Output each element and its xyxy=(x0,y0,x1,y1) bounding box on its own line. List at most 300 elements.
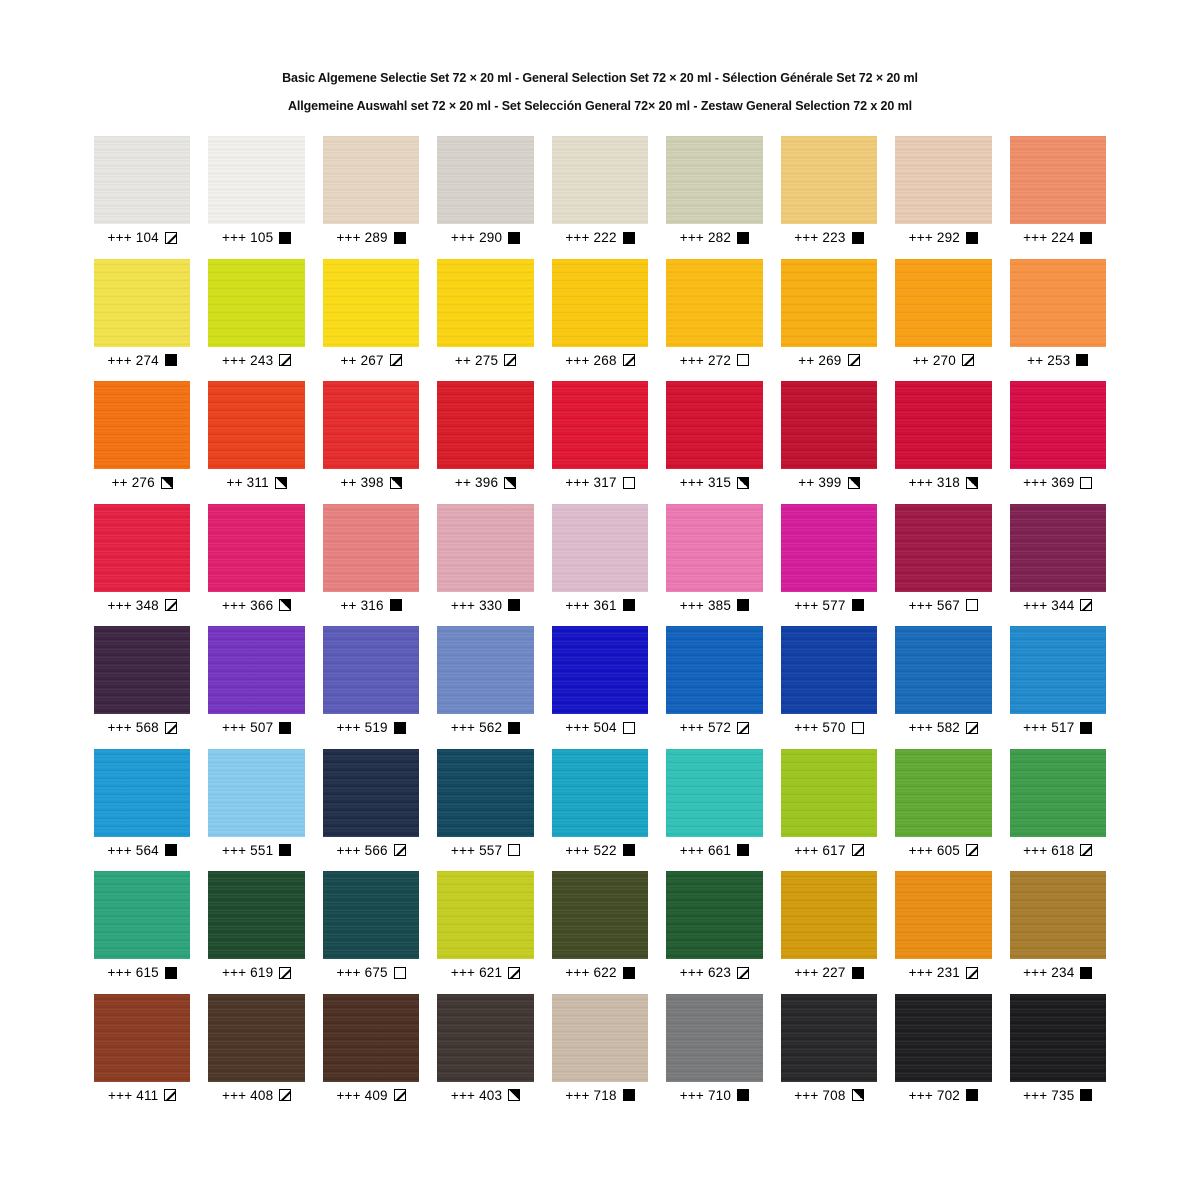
opacity-full-icon xyxy=(508,232,520,244)
color-swatch[interactable] xyxy=(323,504,419,592)
color-swatch[interactable] xyxy=(94,626,190,714)
swatch-code: +++ 702 xyxy=(908,1087,960,1103)
opacity-full-icon xyxy=(1076,354,1088,366)
swatch-cell[interactable] xyxy=(94,381,190,490)
opacity-half-icon xyxy=(966,477,978,489)
swatch-cell[interactable] xyxy=(552,749,648,858)
swatch-cell[interactable] xyxy=(1010,504,1106,613)
swatch-caption xyxy=(437,476,533,490)
color-swatch[interactable] xyxy=(323,136,419,224)
opacity-diag-icon xyxy=(390,354,402,366)
opacity-diag-icon xyxy=(966,722,978,734)
swatch-cell[interactable] xyxy=(437,504,533,613)
swatch-cell[interactable] xyxy=(552,381,648,490)
color-swatch[interactable] xyxy=(208,136,304,224)
swatch-code: +++ 289 xyxy=(336,230,388,245)
color-swatch[interactable] xyxy=(552,749,648,837)
swatch-cell[interactable] xyxy=(94,626,190,735)
swatch-code: +++ 562 xyxy=(450,720,503,735)
opacity-full-icon xyxy=(623,967,635,979)
swatch-cell[interactable] xyxy=(666,994,762,1103)
swatch-caption xyxy=(94,844,190,858)
swatch-cell[interactable] xyxy=(666,136,762,245)
opacity-full-icon xyxy=(1080,232,1092,244)
swatch-caption xyxy=(666,354,762,368)
opacity-full-icon xyxy=(623,599,635,611)
swatch-cell[interactable] xyxy=(1010,626,1106,735)
color-swatch[interactable] xyxy=(1010,626,1106,714)
swatch-code: +++ 504 xyxy=(565,720,617,735)
opacity-diag-icon xyxy=(279,1089,291,1101)
swatch-cell[interactable] xyxy=(552,994,648,1103)
swatch-caption xyxy=(323,231,419,245)
color-swatch[interactable] xyxy=(666,136,762,224)
color-swatch[interactable] xyxy=(552,504,648,592)
opacity-full-icon xyxy=(279,232,291,244)
swatch-code: +++ 615 xyxy=(107,965,159,980)
color-swatch[interactable] xyxy=(895,871,991,959)
swatch-cell[interactable] xyxy=(437,749,533,858)
swatch-code: +++ 619 xyxy=(221,965,274,980)
swatch-caption xyxy=(94,1089,190,1103)
opacity-empty-icon xyxy=(966,599,978,611)
color-swatch[interactable] xyxy=(1010,136,1106,224)
swatch-caption xyxy=(1010,966,1106,980)
color-swatch[interactable] xyxy=(1010,871,1106,959)
opacity-half-icon xyxy=(508,1089,520,1101)
color-swatch[interactable] xyxy=(437,381,533,469)
swatch-caption xyxy=(895,1089,991,1103)
opacity-full-icon xyxy=(852,967,864,979)
opacity-diag-icon xyxy=(279,354,291,366)
color-swatch[interactable] xyxy=(781,504,877,592)
color-swatch[interactable] xyxy=(895,381,991,469)
opacity-empty-icon xyxy=(623,477,635,489)
color-swatch[interactable] xyxy=(208,381,304,469)
opacity-diag-icon xyxy=(394,1089,406,1101)
swatch-cell[interactable] xyxy=(323,626,419,735)
swatch-cell[interactable] xyxy=(781,381,877,490)
swatch-code: +++ 315 xyxy=(679,475,732,490)
swatch-cell[interactable] xyxy=(666,749,762,858)
swatch-cell[interactable] xyxy=(208,994,304,1103)
swatch-code: +++ 243 xyxy=(221,352,274,368)
color-swatch[interactable] xyxy=(666,259,762,347)
color-swatch[interactable] xyxy=(666,994,762,1082)
color-swatch[interactable] xyxy=(208,994,304,1082)
swatch-code: +++ 411 xyxy=(108,1087,159,1103)
swatch-code: ++ 276 xyxy=(111,475,155,490)
swatch-caption xyxy=(666,476,762,490)
swatch-cell[interactable] xyxy=(666,504,762,613)
swatch-code: +++ 551 xyxy=(221,842,274,858)
color-swatch[interactable] xyxy=(781,749,877,837)
opacity-empty-icon xyxy=(852,722,864,734)
swatch-cell[interactable] xyxy=(323,504,419,613)
color-swatch[interactable] xyxy=(437,749,533,837)
swatch-code: +++ 231 xyxy=(908,965,960,980)
swatch-cell[interactable] xyxy=(323,259,419,368)
swatch-cell[interactable] xyxy=(895,136,991,245)
color-swatch[interactable] xyxy=(552,994,648,1082)
opacity-full-icon xyxy=(390,599,402,611)
opacity-diag-icon xyxy=(737,722,749,734)
swatch-code: ++ 316 xyxy=(340,597,384,613)
color-swatch[interactable] xyxy=(895,136,991,224)
swatch-code: ++ 399 xyxy=(798,475,842,490)
swatch-cell[interactable] xyxy=(666,381,762,490)
swatch-code: +++ 290 xyxy=(450,230,503,245)
color-swatch[interactable] xyxy=(94,504,190,592)
opacity-full-icon xyxy=(1080,1089,1092,1101)
swatch-cell[interactable] xyxy=(552,504,648,613)
swatch-code: ++ 398 xyxy=(340,475,384,490)
swatch-caption xyxy=(895,354,991,368)
swatch-code: +++ 344 xyxy=(1023,597,1075,613)
swatch-cell[interactable] xyxy=(94,994,190,1103)
swatch-grid xyxy=(94,136,1106,1102)
color-swatch[interactable] xyxy=(94,381,190,469)
color-swatch[interactable] xyxy=(781,994,877,1082)
swatch-caption xyxy=(1010,844,1106,858)
swatch-caption xyxy=(552,721,648,735)
swatch-cell[interactable] xyxy=(552,626,648,735)
swatch-cell[interactable] xyxy=(781,136,877,245)
opacity-full-icon xyxy=(623,1089,635,1101)
color-swatch[interactable] xyxy=(552,626,648,714)
color-swatch[interactable] xyxy=(666,381,762,469)
color-swatch[interactable] xyxy=(437,871,533,959)
swatch-cell[interactable] xyxy=(895,381,991,490)
title-line-2: Allgemeine Auswahl set 72 × 20 ml - Set Selección General 72× 20 ml - Zestaw General Selection 72 x 20 ml xyxy=(287,98,913,113)
swatch-code: +++ 409 xyxy=(336,1087,388,1103)
color-swatch[interactable] xyxy=(208,749,304,837)
swatch-code: ++ 311 xyxy=(226,475,269,490)
color-swatch[interactable] xyxy=(552,136,648,224)
swatch-code: +++ 567 xyxy=(908,597,960,613)
color-swatch[interactable] xyxy=(208,871,304,959)
color-swatch[interactable] xyxy=(1010,381,1106,469)
color-swatch[interactable] xyxy=(781,626,877,714)
swatch-code: +++ 361 xyxy=(565,597,617,613)
opacity-diag-icon xyxy=(737,967,749,979)
swatch-code: +++ 385 xyxy=(679,597,732,613)
opacity-half-icon xyxy=(161,477,173,489)
swatch-caption xyxy=(666,231,762,245)
opacity-diag-icon xyxy=(966,844,978,856)
color-swatch[interactable] xyxy=(666,871,762,959)
swatch-cell[interactable] xyxy=(437,259,533,368)
swatch-caption xyxy=(895,966,991,980)
swatch-code: +++ 348 xyxy=(107,597,159,613)
opacity-full-icon xyxy=(1080,967,1092,979)
opacity-diag-icon xyxy=(1080,599,1092,611)
swatch-caption xyxy=(208,476,304,490)
swatch-cell[interactable] xyxy=(208,871,304,980)
swatch-caption xyxy=(781,966,877,980)
swatch-caption xyxy=(895,476,991,490)
opacity-diag-icon xyxy=(852,844,864,856)
swatch-cell[interactable] xyxy=(895,994,991,1103)
swatch-cell[interactable] xyxy=(208,259,304,368)
swatch-code: +++ 675 xyxy=(336,965,388,980)
swatch-cell[interactable] xyxy=(94,504,190,613)
color-swatch[interactable] xyxy=(323,749,419,837)
swatch-cell[interactable] xyxy=(1010,994,1106,1103)
swatch-code: +++ 735 xyxy=(1023,1087,1075,1103)
swatch-caption xyxy=(552,844,648,858)
color-swatch[interactable] xyxy=(208,259,304,347)
swatch-caption xyxy=(1010,721,1106,735)
swatch-code: +++ 617 xyxy=(794,842,846,858)
color-swatch[interactable] xyxy=(781,871,877,959)
swatch-cell[interactable] xyxy=(781,504,877,613)
opacity-half-icon xyxy=(275,477,287,489)
opacity-diag-icon xyxy=(394,844,406,856)
swatch-cell[interactable] xyxy=(1010,136,1106,245)
swatch-code: +++ 234 xyxy=(1023,965,1075,980)
color-swatch[interactable] xyxy=(437,136,533,224)
swatch-cell[interactable] xyxy=(895,871,991,980)
opacity-full-icon xyxy=(737,844,749,856)
swatch-cell[interactable] xyxy=(323,871,419,980)
swatch-cell[interactable] xyxy=(781,871,877,980)
color-swatch[interactable] xyxy=(666,749,762,837)
swatch-caption xyxy=(552,599,648,613)
swatch-code: +++ 274 xyxy=(107,352,159,368)
color-swatch[interactable] xyxy=(666,504,762,592)
swatch-caption xyxy=(666,599,762,613)
swatch-cell[interactable] xyxy=(94,871,190,980)
swatch-cell[interactable] xyxy=(437,626,533,735)
swatch-code: +++ 519 xyxy=(336,720,388,735)
swatch-code: +++ 570 xyxy=(794,720,846,735)
swatch-cell[interactable] xyxy=(895,504,991,613)
color-swatch[interactable] xyxy=(208,626,304,714)
swatch-cell[interactable] xyxy=(437,136,533,245)
color-swatch[interactable] xyxy=(94,136,190,224)
swatch-cell[interactable] xyxy=(552,871,648,980)
swatch-caption xyxy=(208,844,304,858)
opacity-full-icon xyxy=(623,232,635,244)
swatch-caption xyxy=(437,721,533,735)
swatch-cell[interactable] xyxy=(1010,749,1106,858)
swatch-caption xyxy=(323,599,419,613)
swatch-cell[interactable] xyxy=(895,259,991,368)
color-swatch[interactable] xyxy=(895,504,991,592)
swatch-caption xyxy=(666,844,762,858)
swatch-cell[interactable] xyxy=(1010,381,1106,490)
swatch-code: +++ 605 xyxy=(908,842,960,858)
opacity-half-icon xyxy=(852,1089,864,1101)
swatch-cell[interactable] xyxy=(895,749,991,858)
swatch-code: +++ 577 xyxy=(794,597,846,613)
color-swatch[interactable] xyxy=(94,871,190,959)
color-swatch[interactable] xyxy=(552,259,648,347)
color-swatch[interactable] xyxy=(323,994,419,1082)
swatch-code: ++ 267 xyxy=(340,352,384,368)
opacity-empty-icon xyxy=(737,354,749,366)
swatch-caption xyxy=(552,1089,648,1103)
opacity-half-icon xyxy=(504,477,516,489)
color-swatch[interactable] xyxy=(895,994,991,1082)
swatch-cell[interactable] xyxy=(552,259,648,368)
swatch-code: +++ 710 xyxy=(679,1087,732,1103)
opacity-empty-icon xyxy=(394,967,406,979)
swatch-cell[interactable] xyxy=(94,136,190,245)
swatch-caption xyxy=(666,721,762,735)
color-swatch[interactable] xyxy=(1010,259,1106,347)
swatch-code: +++ 224 xyxy=(1023,230,1075,245)
color-swatch[interactable] xyxy=(1010,994,1106,1082)
color-swatch[interactable] xyxy=(552,871,648,959)
swatch-code: +++ 282 xyxy=(679,230,732,245)
swatch-code: ++ 269 xyxy=(798,352,842,368)
color-swatch[interactable] xyxy=(1010,749,1106,837)
swatch-caption xyxy=(781,231,877,245)
swatch-cell[interactable] xyxy=(1010,259,1106,368)
swatch-cell[interactable] xyxy=(94,259,190,368)
swatch-code: +++ 708 xyxy=(794,1087,846,1103)
swatch-caption xyxy=(94,231,190,245)
swatch-cell[interactable] xyxy=(895,626,991,735)
swatch-cell[interactable] xyxy=(781,994,877,1103)
color-swatch[interactable] xyxy=(323,626,419,714)
swatch-cell[interactable] xyxy=(437,994,533,1103)
opacity-diag-icon xyxy=(164,1089,176,1101)
swatch-caption xyxy=(781,476,877,490)
color-swatch[interactable] xyxy=(437,259,533,347)
color-swatch[interactable] xyxy=(437,504,533,592)
color-swatch[interactable] xyxy=(1010,504,1106,592)
swatch-caption xyxy=(666,1089,762,1103)
color-swatch[interactable] xyxy=(781,136,877,224)
color-swatch[interactable] xyxy=(781,259,877,347)
swatch-code: +++ 661 xyxy=(679,842,732,858)
swatch-caption xyxy=(781,599,877,613)
swatch-cell[interactable] xyxy=(781,749,877,858)
color-swatch[interactable] xyxy=(781,381,877,469)
swatch-caption xyxy=(552,966,648,980)
opacity-diag-icon xyxy=(966,967,978,979)
color-swatch[interactable] xyxy=(437,994,533,1082)
swatch-code: +++ 105 xyxy=(221,230,274,245)
swatch-caption xyxy=(323,844,419,858)
swatch-cell[interactable] xyxy=(437,871,533,980)
opacity-full-icon xyxy=(165,967,177,979)
opacity-empty-icon xyxy=(623,722,635,734)
color-swatch[interactable] xyxy=(552,381,648,469)
swatch-cell[interactable] xyxy=(666,259,762,368)
swatch-caption xyxy=(94,721,190,735)
color-swatch[interactable] xyxy=(323,871,419,959)
swatch-caption xyxy=(1010,476,1106,490)
color-swatch[interactable] xyxy=(94,259,190,347)
swatch-caption xyxy=(1010,1089,1106,1103)
swatch-cell[interactable] xyxy=(781,626,877,735)
swatch-code: +++ 572 xyxy=(679,720,732,735)
opacity-full-icon xyxy=(279,844,291,856)
swatch-code: +++ 227 xyxy=(794,965,846,980)
color-swatch[interactable] xyxy=(94,749,190,837)
swatch-cell[interactable] xyxy=(94,749,190,858)
swatch-caption xyxy=(895,599,991,613)
opacity-diag-icon xyxy=(165,722,177,734)
color-swatch[interactable] xyxy=(323,381,419,469)
swatch-code: +++ 522 xyxy=(565,842,617,858)
opacity-half-icon xyxy=(279,599,291,611)
opacity-half-icon xyxy=(848,477,860,489)
color-swatch[interactable] xyxy=(437,626,533,714)
swatch-caption xyxy=(895,844,991,858)
swatch-code: +++ 104 xyxy=(107,230,159,245)
swatch-caption xyxy=(208,354,304,368)
opacity-diag-icon xyxy=(504,354,516,366)
swatch-cell[interactable] xyxy=(323,749,419,858)
swatch-caption xyxy=(552,476,648,490)
swatch-cell[interactable] xyxy=(323,381,419,490)
swatch-code: +++ 408 xyxy=(221,1087,274,1103)
swatch-caption xyxy=(552,231,648,245)
swatch-code: ++ 253 xyxy=(1027,352,1071,368)
swatch-code: ++ 396 xyxy=(454,475,499,490)
swatch-cell[interactable] xyxy=(666,626,762,735)
swatch-code: +++ 272 xyxy=(679,352,732,368)
swatch-cell[interactable] xyxy=(208,136,304,245)
swatch-code: +++ 268 xyxy=(565,352,617,368)
swatch-cell[interactable] xyxy=(552,136,648,245)
opacity-full-icon xyxy=(394,232,406,244)
swatch-caption xyxy=(781,1089,877,1103)
color-swatch[interactable] xyxy=(666,626,762,714)
swatch-cell[interactable] xyxy=(1010,871,1106,980)
color-swatch[interactable] xyxy=(323,259,419,347)
swatch-caption xyxy=(323,476,419,490)
swatch-caption xyxy=(323,721,419,735)
title-line-1: Basic Algemene Selectie Set 72 × 20 ml - General Selection Set 72 × 20 ml - Sélection Générale Set 72 × 20 ml xyxy=(282,71,918,85)
swatch-cell[interactable] xyxy=(666,871,762,980)
opacity-half-icon xyxy=(390,477,402,489)
swatch-caption xyxy=(781,844,877,858)
swatch-caption xyxy=(94,476,190,490)
opacity-full-icon xyxy=(737,1089,749,1101)
swatch-code: +++ 623 xyxy=(679,965,732,980)
swatch-code: +++ 330 xyxy=(450,597,503,613)
swatch-cell[interactable] xyxy=(208,626,304,735)
swatch-cell[interactable] xyxy=(781,259,877,368)
color-swatch[interactable] xyxy=(895,749,991,837)
swatch-cell[interactable] xyxy=(208,504,304,613)
swatch-caption xyxy=(437,1089,533,1103)
swatch-code: +++ 618 xyxy=(1023,842,1075,858)
color-swatch[interactable] xyxy=(895,259,991,347)
swatch-cell[interactable] xyxy=(323,994,419,1103)
swatch-cell[interactable] xyxy=(208,381,304,490)
color-swatch[interactable] xyxy=(895,626,991,714)
swatch-caption xyxy=(437,354,533,368)
swatch-cell[interactable] xyxy=(437,381,533,490)
swatch-caption xyxy=(94,599,190,613)
swatch-cell[interactable] xyxy=(208,749,304,858)
opacity-full-icon xyxy=(737,599,749,611)
swatch-cell[interactable] xyxy=(323,136,419,245)
chart-titles xyxy=(0,0,1200,112)
color-swatch[interactable] xyxy=(208,504,304,592)
swatch-caption xyxy=(781,354,877,368)
opacity-diag-icon xyxy=(1080,844,1092,856)
color-swatch[interactable] xyxy=(94,994,190,1082)
opacity-full-icon xyxy=(966,232,978,244)
